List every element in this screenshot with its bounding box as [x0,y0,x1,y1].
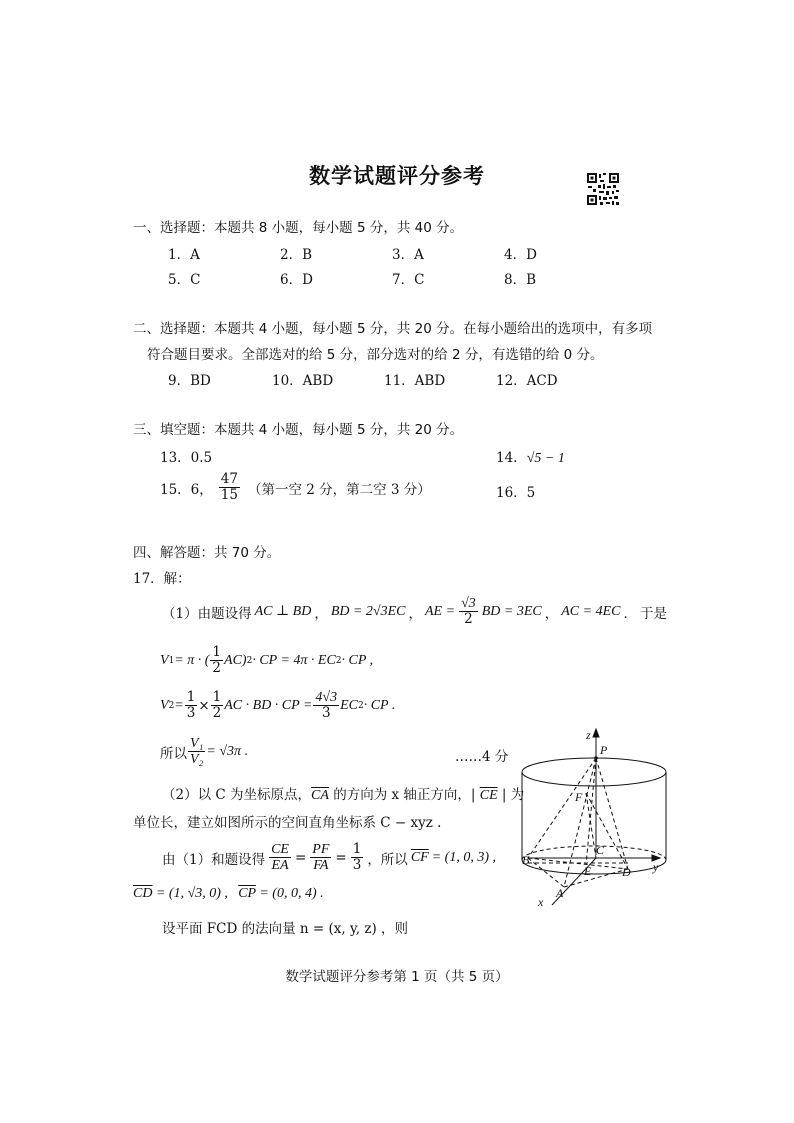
v1-part-b: = π · ( [174,652,210,668]
answer-15 [160,472,431,503]
page-title: 数学试题评分参考 [309,164,485,188]
v2-equation [160,690,395,721]
fraction-numerator: 1 [186,689,196,705]
answer-14-label: 14． [496,450,527,466]
fraction-denominator: 2 [464,611,473,627]
ratio-equation [160,736,248,767]
answer-16: 16．5 [496,485,536,501]
v2-part-d: EC [340,697,358,713]
part2-line1-a: （2）以 C 为坐标原点， [162,787,312,803]
part2-line4 [133,885,324,902]
section-2-heading-line1: 二、选择题：本题共 4 小题，每小题 5 分，共 20 分。在每小题给出的选项中，有多项 [133,321,653,337]
fraction-numerator: 47 [220,471,238,487]
section-3-heading: 三、填空题：本题共 4 小题，每小题 5 分，共 20 分。 [133,422,464,438]
fraction-denominator: 2 [212,705,222,721]
fraction-denominator: 15 [220,487,238,503]
v1-square: 2 [246,655,253,666]
v2-subscript: 2 [168,700,175,711]
vector-cf-value: = (1, 0, 3) , [431,849,496,865]
v1-part-c: AC) [224,652,247,668]
ratio-prefix: 所以 [160,745,187,762]
answer-1: 1．A [168,247,200,263]
fraction-denominator: FA [313,858,329,873]
v1-part-d: · CP = 4π · EC [252,652,336,668]
section-2-heading-line2: 符合题目要求。全部选对的给 5 分，部分选对的给 2 分，有选错的给 0 分。 [147,347,604,363]
part1-line: （1）由题设得 AC ⊥ BD ， BD = 2√3EC ， AE = $\frac{√3}{2}$ BD = 3EC ， AC = 4EC ． 于是 [162,596,667,627]
answer-9: 9．BD [168,373,211,389]
part2-line1-b: 的方向为 x 轴正方向，| [328,787,480,803]
fraction-numerator: 4√3 [315,690,338,705]
part2-line5: 设平面 FCD 的法向量 n = (x, y, z) ，则 [162,921,409,937]
question-17-label: 17．解： [133,571,191,587]
page-footer: 数学试题评分参考第 1 页（共 5 页） [285,969,509,985]
answer-15-label: 15．6， [160,481,213,498]
pf-fa-fraction [310,842,331,873]
answer-15-fraction [219,472,240,503]
label-e: E [584,864,592,878]
answer-6: 6．D [280,272,313,288]
label-b: B [522,853,530,867]
v1-square-2: 2 [335,655,342,666]
vector-cp: $\overline{CP}$ [238,886,256,901]
one-third-fraction [351,842,364,873]
v2-part-e: · CP . [363,697,396,713]
relation-ae-fraction [459,596,478,627]
answer-7: 7．C [392,272,425,288]
relation-ae-left: AE = [425,603,456,619]
label-f: F [575,790,583,804]
part2-line1 [162,783,524,804]
label-p: P [600,743,608,757]
geometry-figure [508,725,678,910]
third-fraction [185,690,198,721]
part2-line1-c: | 为 [497,787,525,803]
label-c: C [596,843,605,857]
answer-4: 4．D [504,247,537,263]
fraction-numerator: V₁ [190,736,204,751]
section-4-heading: 四、解答题：共 70 分。 [133,545,281,561]
fraction-denominator: 3 [321,705,331,721]
fraction-numerator: 1 [352,841,362,857]
answer-14-value: √5 − 1 [526,451,565,466]
part2-line2: 单位长，建立如图所示的空间直角坐标系 C − xyz . [133,815,442,831]
fraction-denominator: 2 [212,660,222,676]
fraction-denominator: 3 [352,857,362,873]
label-z: z [586,728,591,742]
label-a: A [556,886,564,900]
ratio-value: = √3π . [206,743,249,759]
times-symbol: × [198,697,210,714]
relation-ac: AC = 4EC [561,603,621,619]
vector-cf: $\overline{CF}$ [410,849,429,865]
answer-8: 8．B [504,272,537,288]
answer-11: 11．ABD [384,373,446,389]
vector-ca: $\overline{CA}$ [311,788,329,803]
fraction-numerator: 1 [212,689,222,705]
answer-13: 13．0.5 [160,450,213,466]
vector-cd: $\overline{CD}$ [133,886,153,901]
answer-3: 3．A [392,247,424,263]
v2-symbol: V [160,697,169,713]
part1-then: 于是 [639,605,667,622]
vector-cd-value: = (1, √3, 0) , [152,886,228,901]
part2-line3-a: 由（1）和题设得 [162,851,266,868]
relation-ae-right: BD = 3EC [481,603,542,619]
qr-code-icon [586,172,620,206]
v1-part-e: · CP , [341,652,374,668]
fraction-denominator: V₂ [190,752,204,767]
half-fraction [210,645,223,676]
label-x: x [538,895,544,909]
section-1-heading: 一、选择题：本题共 8 小题，每小题 5 分，共 40 分。 [133,220,464,236]
answer-12: 12．ACD [496,373,558,389]
label-y: y [653,860,659,874]
fraction-numerator: PF [312,842,330,857]
answer-2: 2．B [280,247,313,263]
answer-5: 5．C [168,272,201,288]
answer-15-note: （第一空 2 分，第二空 3 分） [247,481,431,498]
part2-line3-b: ，所以 [367,851,408,868]
half-fraction-2 [211,690,224,721]
fraction-numerator: √3 [461,596,476,611]
v2-part-c: AC · BD · CP = [224,697,313,713]
part1-intro: （1）由题设得 [162,605,252,622]
label-d: D [622,865,631,879]
vector-ce: $\overline{CE}$ [479,788,498,803]
fraction-denominator: EA [271,858,289,873]
v2-square: 2 [357,700,364,711]
answer-14 [496,446,565,467]
fraction-numerator: CE [271,842,289,857]
score-note: ……4 分 [455,749,509,765]
v1-subscript: 1 [168,655,175,666]
ratio-fraction [188,736,205,767]
relation-perpendicular: AC ⊥ BD [254,604,312,619]
relation-bd: BD = 2√3EC [330,603,406,619]
vector-cp-value: = (0, 0, 4) . [255,886,324,901]
fraction-numerator: 1 [212,644,222,660]
answer-10: 10．ABD [272,373,334,389]
v1-symbol: V [160,652,169,668]
v1-equation [160,645,373,676]
v2-fraction [313,690,339,721]
fraction-denominator: 3 [186,705,196,721]
v2-part-b: = [174,697,184,713]
ce-ea-fraction [269,842,291,873]
part2-line3: 由（1）和题设得 $\frac{CE}{EA}$ = $\frac{PF}{FA}$ = $\frac{1}{3}$ ，所以 $\overline{CF}$ = (1, 0, 3) , [162,841,496,873]
